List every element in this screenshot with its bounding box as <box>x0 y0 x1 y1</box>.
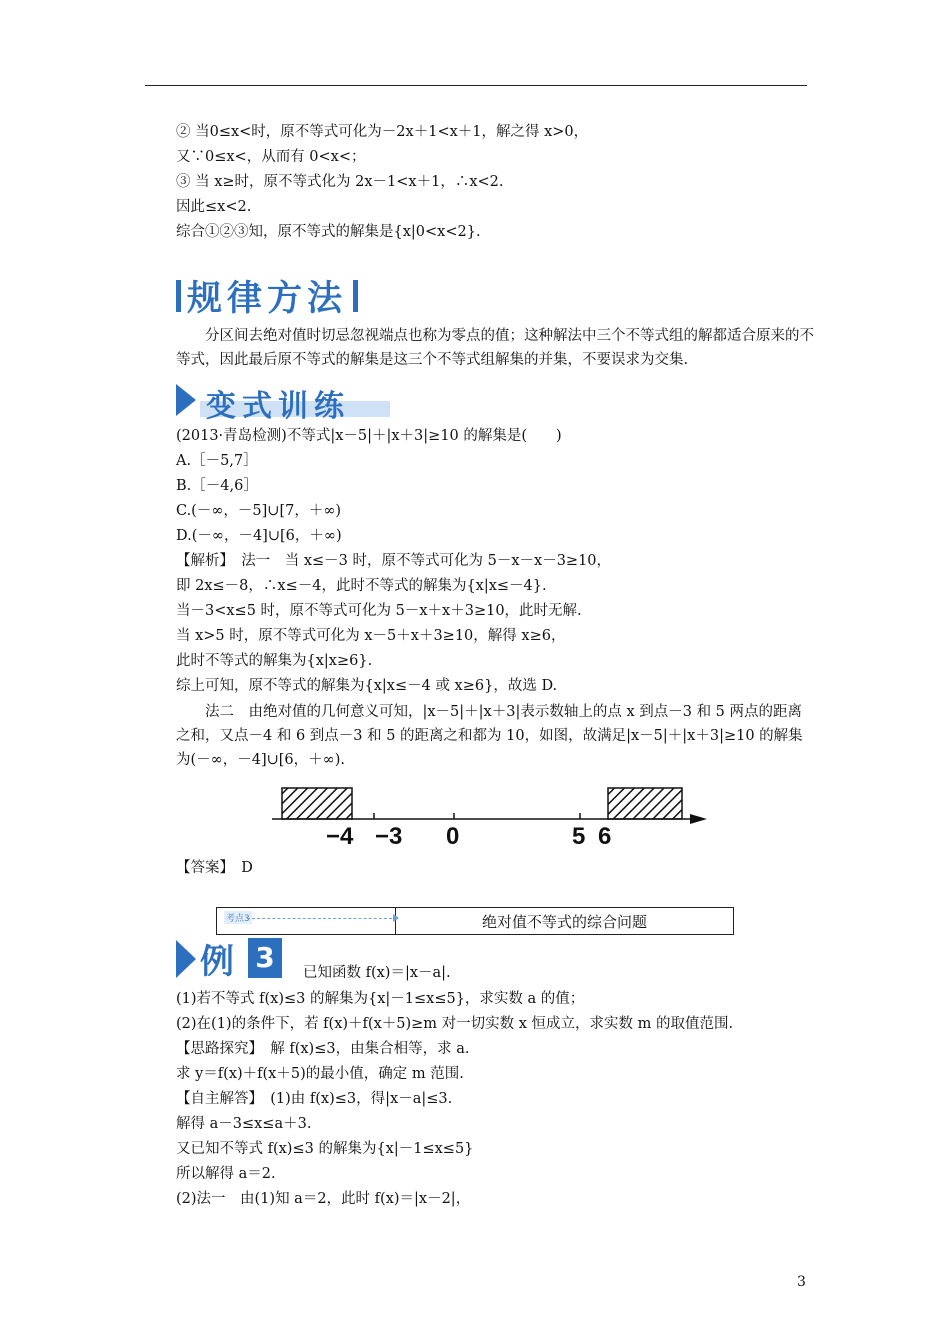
example-line: 所以解得 a＝2. <box>176 1166 276 1182</box>
tick-label: 6 <box>598 823 612 850</box>
option-c: C.(－∞，－5]∪[7，＋∞) <box>176 503 342 519</box>
topic-box <box>216 907 734 935</box>
page-number: 3 <box>797 1274 806 1290</box>
option-b: B.［－4,6］ <box>176 478 258 494</box>
text-line: 又∵0≤x<，从而有 0<x<； <box>176 149 366 165</box>
example-line: (2)法一 由(1)知 a＝2，此时 f(x)＝|x－2|， <box>176 1191 471 1207</box>
method2-paragraph: 法二 由绝对值的几何意义可知，|x－5|＋|x＋3|表示数轴上的点 x 到点－3 和 5 两点的距离之和，又点－4 和 6 到点－3 和 5 的距离之和都为 10，如图，故满足|x－5|＋|x＋3|≥10 的解集为(－∞，－4]∪[6，＋∞). <box>176 704 803 768</box>
analysis-line: 综上可知，原不等式的解集为{x|x≤－4 或 x≥6}，故选 D. <box>176 678 558 694</box>
topic-tag: 考点3 <box>224 911 252 924</box>
play-triangle-icon <box>176 384 196 416</box>
tick-label: −3 <box>375 823 403 850</box>
play-triangle-icon <box>176 940 196 978</box>
topic-tag-cell <box>217 908 396 934</box>
heading-bar-left <box>176 280 181 312</box>
example-line: 求 y＝f(x)＋f(x＋5)的最小值，确定 m 范围. <box>176 1066 464 1082</box>
analysis-line: 【解析】 法一 当 x≤－3 时，原不等式可化为 5－x－x－3≥10， <box>176 553 612 569</box>
example-line: 解得 a－3≤x≤a＋3. <box>176 1116 312 1132</box>
option-a: A.［－5,7］ <box>176 453 258 469</box>
example-line: (1)若不等式 f(x)≤3 的解集为{x|－1≤x≤5}，求实数 a 的值； <box>176 991 585 1007</box>
question-stem: (2013·青岛检测)不等式|x－5|＋|x＋3|≥10 的解集是( ) <box>176 428 562 444</box>
method-heading-text: 规律方法 <box>187 279 348 319</box>
analysis-line: 当 x>5 时，原不等式可化为 x－5＋x＋3≥10，解得 x≥6， <box>176 628 566 644</box>
header-rule <box>145 85 807 86</box>
method-paragraph: 分区间去绝对值时切忌忽视端点也称为零点的值；这种解法中三个不等式组的解都适合原来的不等式，因此最后原不等式的解集是这三个不等式组解集的并集，不要误求为交集. <box>176 328 814 368</box>
text-line: 综合①②③知，原不等式的解集是{x|0<x<2}. <box>176 224 481 240</box>
topic-title: 绝对值不等式的综合问题 <box>481 912 647 931</box>
number-line-figure <box>270 785 715 851</box>
example-line: 【思路探究】 解 f(x)≤3，由集合相等，求 a. <box>176 1041 470 1057</box>
answer-line: 【答案】 D <box>176 860 253 876</box>
method-heading <box>176 274 358 318</box>
heading-bar-right <box>353 280 358 312</box>
tick-label: 0 <box>446 823 460 850</box>
tick-label: −4 <box>326 823 354 850</box>
text-line: 因此≤x<2. <box>176 199 252 215</box>
example-label: 例 <box>200 942 234 982</box>
example-line: 【自主解答】 (1)由 f(x)≤3，得|x－a|≤3. <box>176 1091 453 1107</box>
variant-heading-text: 变式训练 <box>206 389 350 424</box>
arrowhead-icon <box>393 914 399 922</box>
example-heading <box>176 934 292 982</box>
option-d: D.(－∞，－4]∪[6，＋∞) <box>176 528 342 544</box>
example-stem: 已知函数 f(x)＝|x－a|. <box>303 965 451 981</box>
shaded-region-right <box>608 788 682 819</box>
shaded-region-left <box>282 788 352 819</box>
text-line: ③ 当 x≥时，原不等式化为 2x－1<x＋1，∴x<2. <box>176 174 504 190</box>
analysis-line: 当－3<x≤5 时，原不等式可化为 5－x＋x＋3≥10，此时无解. <box>176 603 582 619</box>
analysis-line: 此时不等式的解集为{x|x≥6}. <box>176 653 373 669</box>
tick-label: 5 <box>572 823 586 850</box>
example-number: 3 <box>248 938 282 978</box>
example-line: (2)在(1)的条件下，若 f(x)＋f(x＋5)≥m 对一切实数 x 恒成立，求实数 m 的取值范围. <box>176 1016 734 1032</box>
dashed-arrow <box>247 918 397 919</box>
analysis-line: 即 2x≤－8，∴x≤－4，此时不等式的解集为{x|x≤－4}. <box>176 578 547 594</box>
text-line: ② 当0≤x<时，原不等式可化为－2x＋1<x＋1，解之得 x>0， <box>176 124 589 140</box>
variant-heading <box>176 381 394 424</box>
example-line: 又已知不等式 f(x)≤3 的解集为{x|－1≤x≤5} <box>176 1141 474 1157</box>
axis-arrow-icon <box>690 814 707 824</box>
